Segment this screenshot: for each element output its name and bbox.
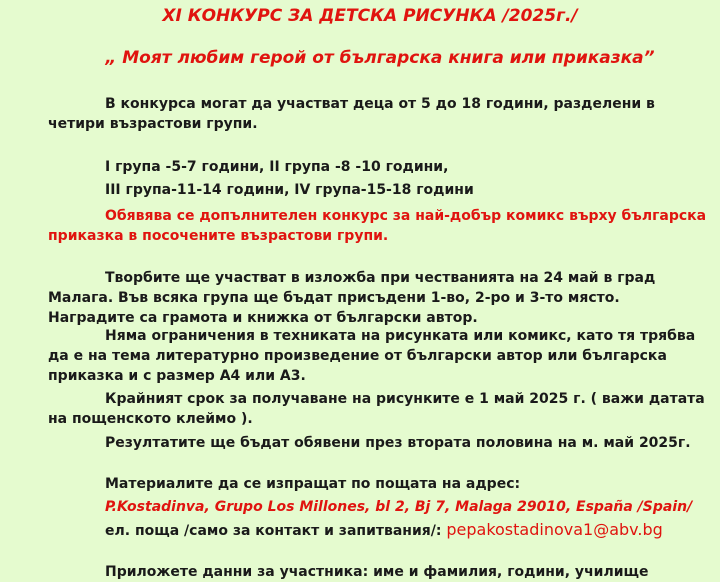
- intro-paragraph: [48, 94, 716, 134]
- tech-line-2: да е на тема литературно произведение от български автор или българска: [48, 348, 667, 364]
- comic-contest-notice: [48, 206, 716, 246]
- email-link[interactable]: pepakostadinova1@abv.bg: [446, 520, 663, 539]
- deadline-paragraph: [48, 389, 716, 429]
- postal-address: P.Kostadinva, Grupo Los Millones, bl 2, Bj 7, Malaga 29010, España /Spain/: [105, 499, 693, 515]
- technique-paragraph: [48, 326, 716, 386]
- attach-paragraph: [48, 562, 716, 582]
- comic-line-2: приказка в посочените възрастови групи.: [48, 228, 389, 244]
- exhibition-paragraph: [48, 268, 716, 328]
- groups-line-1: I група -5-7 години, II група -8 -10 години,: [105, 159, 449, 175]
- deadline-line-2: на пощенското клеймо ).: [48, 411, 253, 427]
- groups-line-2: III група-11-14 години, IV група-15-18 години: [105, 182, 474, 198]
- contest-title: XI КОНКУРС ЗА ДЕТСКА РИСУНКА /2025г./: [162, 6, 578, 26]
- attach-line: Приложете данни за участника: име и фамилия, години, училище: [105, 564, 649, 580]
- deadline-line-1: Крайният срок за получаване на рисунките е 1 май 2025 г. ( важи датата: [105, 391, 705, 407]
- contest-subtitle: „ Моят любим герой от българска книга или приказка”: [105, 48, 655, 68]
- email-label: ел. поща /само за контакт и запитвания/:: [105, 523, 442, 539]
- mailing-paragraph: [48, 474, 716, 541]
- mail-intro-line: Материалите да се изпращат по пощата на адрес:: [105, 476, 521, 492]
- intro-line-2: четири възрастови групи.: [48, 116, 258, 132]
- exhibit-line-2: Малага. Във всяка група ще бъдат присъдени 1-во, 2-ро и 3-то място.: [48, 290, 620, 306]
- age-groups: [48, 157, 716, 200]
- intro-line-1: В конкурса могат да участват деца от 5 до 18 години, разделени в: [105, 96, 655, 112]
- exhibit-line-3: Наградите са грамота и книжка от български автор.: [48, 310, 478, 326]
- comic-line-1: Обявява се допълнителен конкурс за най-добър комикс върху българска: [105, 208, 707, 224]
- exhibit-line-1: Творбите ще участват в изложба при честванията на 24 май в град: [105, 270, 656, 286]
- tech-line-3: приказка и с размер А4 или А3.: [48, 368, 306, 384]
- results-line: Резултатите ще бъдат обявени през втората половина на м. май 2025г.: [105, 435, 691, 451]
- tech-line-1: Няма ограничения в техниката на рисунката или комикс, като тя трябва: [105, 328, 696, 344]
- results-paragraph: [48, 433, 716, 453]
